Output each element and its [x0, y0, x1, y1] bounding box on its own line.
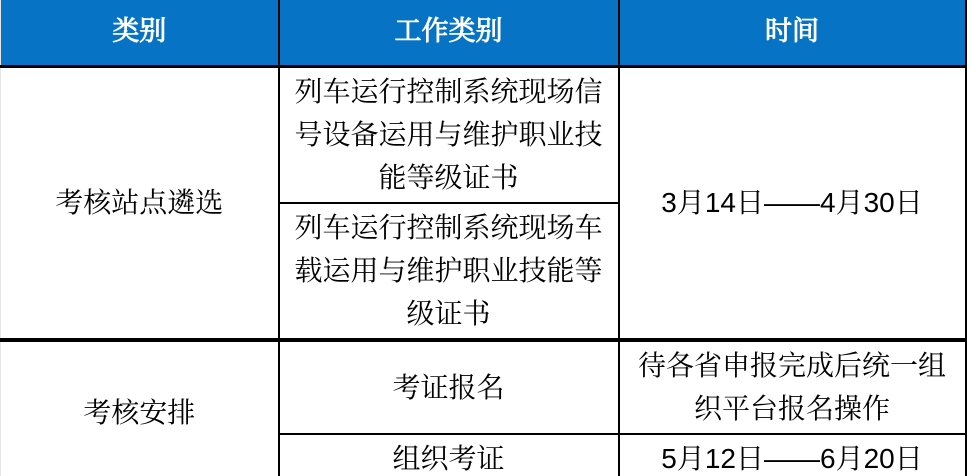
cell-group2-time2: 5月12日——6月20日 [619, 434, 966, 476]
header-time: 时间 [619, 0, 966, 66]
cell-group2-category: 考核安排 [1, 340, 279, 476]
cell-group1-time: 3月14日——4月30日 [619, 66, 966, 340]
cell-group1-work1: 列车运行控制系统现场信号设备运用与维护职业技能等级证书 [279, 66, 619, 203]
cell-group2-work2: 组织考证 [279, 434, 619, 476]
table-row [1, 340, 966, 434]
cell-group2-time1: 待各省申报完成后统一组织平台报名操作 [619, 340, 966, 434]
cell-group1-category: 考核站点遴选 [1, 66, 279, 340]
cell-group2-work1: 考证报名 [279, 340, 619, 434]
header-category: 类别 [1, 0, 279, 66]
cell-group1-work2: 列车运行控制系统现场车载运用与维护职业技能等级证书 [279, 203, 619, 340]
table-header-row [1, 0, 966, 66]
header-work-category: 工作类别 [279, 0, 619, 66]
table-row [1, 66, 966, 203]
